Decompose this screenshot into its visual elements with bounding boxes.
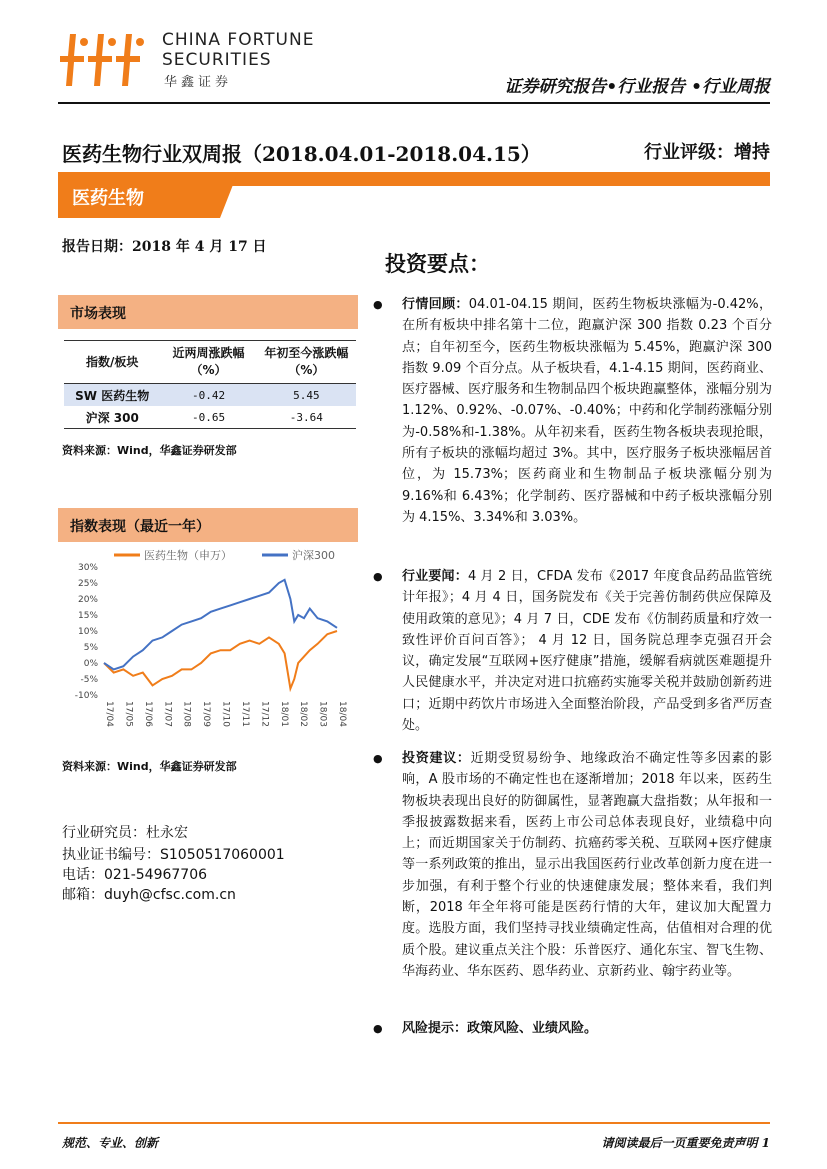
x-tick-label: 18/03 [317,701,328,727]
key-point-label: 行情回顾： [402,297,469,312]
table-row [64,384,356,407]
key-point-label: 风险提示： [402,1021,468,1036]
x-tick-label: 18/04 [337,701,347,727]
bullet-icon: ● [373,570,383,583]
key-point-item [373,1018,772,1039]
y-tick-label: -5% [80,675,98,685]
table-header-cell: 近两周涨跌幅（%） [172,346,245,377]
table-source: 资料来源：Wind，华鑫证券研发部 [62,444,237,457]
y-tick-label: 30% [77,563,98,573]
x-tick-label: 17/05 [123,701,134,727]
x-tick-label: 17/11 [239,701,250,727]
footer-slogan: 规范、专业、创新 [62,1136,159,1150]
company-name-en-line2: SECURITIES [162,50,272,70]
x-tick-label: 17/06 [142,701,153,727]
report-category: 证券研究报告•行业报告 •行业周报 [504,77,770,97]
industry-label: 医药生物 [72,188,144,209]
key-point-item [373,566,772,736]
index-chart [62,545,352,745]
key-points-title: 投资要点： [385,252,490,276]
report-title: 医药生物行业双周报（2018.04.01-2018.04.15） [62,142,541,166]
x-tick-label: 17/12 [259,701,270,727]
market-panel-header [58,295,358,329]
footer-divider [58,1122,770,1124]
index-panel-header [58,508,358,542]
key-point-text: 政策风险、业绩风险。 [467,1021,598,1036]
x-tick-label: 17/10 [220,701,231,727]
key-point-text: 4 月 2 日，CFDA 发布《2017 年度食品药品监管统计年报》；4 月 4 日，国务院发布《关于完善仿制药供应保障及使用政策的意见》；4 月 7 日，CDE 发布《仿制药质量和疗效一致性评价百问百答》； 4 月 12 日，国务院总理李克强召开会议，确定发展“互联网+医疗健康”措施，缓解看病就医难题提升人民健康水平，并决定对进口抗癌药实施零关税并鼓励创新药进口；近期中药饮片市场进入全面整治阶段，产品受到多省严厉查处。 [402,569,772,734]
table-cell-two-week: -0.42 [160,384,256,407]
x-tick-label: 17/08 [181,701,192,727]
series-line [104,580,337,670]
table-cell-name: 沪深 300 [85,410,139,425]
key-point-text: 近期受贸易纷争、地缘政治不确定性等多因素的影响，A 股市场的不确定性也在逐渐增加；2018 年以来，医药生物板块表现出良好的防御属性，显著跑赢大盘指数；从年报和一季报披露数据来看，医药上市公司总体表现良好，业绩稳中向上；而近期国家关于仿制药、抗癌药零关税、互联网+医疗健康等一系列政策的推出，显示出我国医药行业改革创新力度在进一步加强，有利于整个行业的快速健康发展；整体来看，我们判断，2018 年全年将可能是医药行情的大年，建议加大配置力度。选股方面，我们坚持寻找业绩确定性高，估值相对合理的优质个股。建议重点关注个股：乐普医疗、通化东宝、智飞生物、华海药业、华东医药、恩华药业、京新药业、翰宇药业等。 [402,751,772,979]
table-cell-ytd: -3.64 [289,410,323,424]
table-cell-two-week: -0.65 [191,410,226,424]
company-name-cn: 华鑫证券 [164,75,233,90]
market-table [64,340,356,429]
y-tick-label: 15% [77,611,98,621]
key-point-label: 行业要闻： [402,569,468,584]
table-cell-ytd: 5.45 [257,384,356,407]
x-tick-label: 17/07 [162,701,173,727]
market-panel-title: 市场表现 [70,306,126,322]
china-fortune-logo-icon [60,30,150,90]
index-panel-title: 指数表现（最近一年） [70,519,210,535]
x-tick-label: 17/09 [201,701,212,727]
bullet-icon: ● [373,298,383,311]
table-cell-name: SW 医药生物 [64,384,160,407]
y-tick-label: 10% [77,627,98,637]
x-tick-label: 17/04 [104,701,114,727]
legend-label: 医药生物（申万） [144,549,232,562]
y-tick-label: 5% [83,643,98,653]
y-tick-label: 25% [77,579,98,589]
chart-source: 资料来源：Wind，华鑫证券研发部 [62,760,237,773]
key-point-text: 04.01-04.15 期间，医药生物板块涨幅为-0.42%，在所有板块中排名第十二位，跑赢沪深 300 指数 0.23 个百分点；自年初至今，医药生物板块涨幅为 5.45%，跑赢沪深 300 指数 9.09 个百分点。从子板块看，4.1-4.15 期间，医药商业、医疗器械、医疗服务和生物制品四个板块跑赢整体，涨幅分别为 1.12%、0.92%、-0.07%、-0.40%；中药和化学制药涨幅分别为-0.58%和-1.38%。从年初来看，医药生物各板块表现抢眼，所有子板块的涨幅均超过 3%。其中，医疗服务子板块涨幅居首位，为 15.73%；医药商业和生物制品子板块涨幅分别为 9.16%和 6.43%；化学制药、医疗器械和中药子板块涨幅分别为 4.15%、3.34%和 3.03%。 [402,297,772,525]
x-tick-label: 18/01 [278,701,289,727]
industry-rating: 行业评级：增持 [644,142,770,163]
key-point-item [373,294,772,528]
report-date: 报告日期：2018 年 4 月 17 日 [62,239,267,255]
table-header-row [64,341,356,384]
legend-label: 沪深300 [292,549,335,562]
header-divider [58,102,770,104]
table-header-cell: 年初至今涨跌幅（%） [264,346,349,377]
key-point-item [373,748,772,982]
y-tick-label: 20% [77,595,98,605]
y-tick-label: -10% [74,691,98,701]
bullet-icon: ● [373,752,383,765]
table-row [64,406,356,429]
y-tick-label: 0% [83,659,98,669]
analyst-phone: 电话：021-54967706 [62,867,208,883]
series-line [104,631,337,689]
bullet-icon: ● [373,1022,383,1035]
analyst-email: 邮箱：duyh@cfsc.com.cn [62,887,236,903]
key-point-label: 投资建议： [402,751,471,766]
analyst-license: 执业证书编号：S1050517060001 [62,847,285,863]
table-header-cell: 指数/板块 [85,354,139,369]
x-tick-label: 18/02 [298,701,309,727]
analyst-name: 行业研究员：杜永宏 [62,825,188,841]
company-name-en-line1: CHINA FORTUNE [162,30,315,50]
footer-disclaimer: 请阅读最后一页重要免责声明 1 [601,1136,770,1150]
